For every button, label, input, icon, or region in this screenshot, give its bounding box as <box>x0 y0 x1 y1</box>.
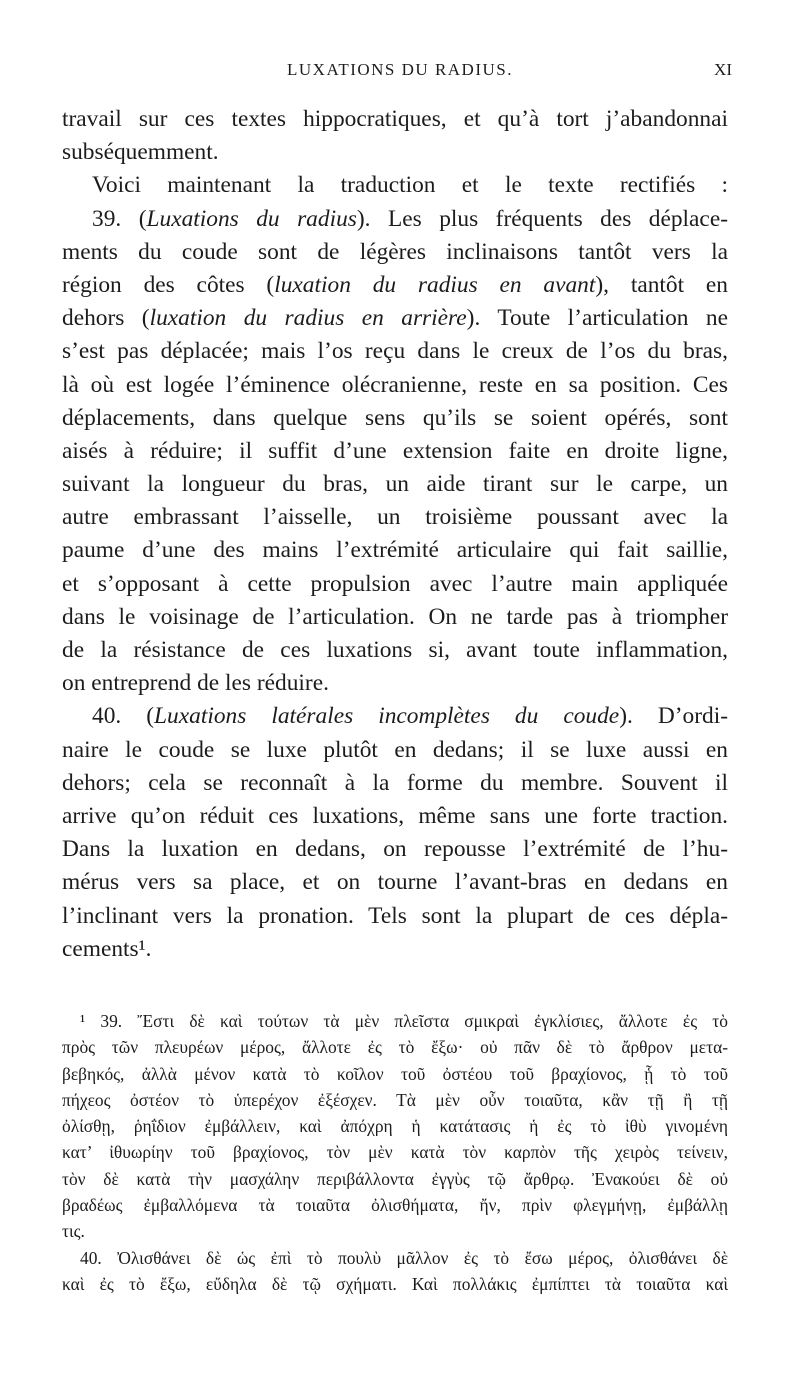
text-line: arrive qu’on réduit ces luxations, même sans une forte traction. <box>62 802 728 829</box>
main-text <box>62 103 728 966</box>
text-line: autre embrassant l’aisselle, un troisième poussant avec la <box>62 504 728 531</box>
text-line: là où est logée l’éminence olécranienne, reste en sa position. Ces <box>62 371 728 398</box>
text-line: travail sur ces textes hippocratiques, et qu’à tort j’abandonnai <box>62 106 728 132</box>
footnote-line: ὀλίσθῃ, ῥηΐδιον ἐμβάλλειν, καὶ ἀπόχρη ἡ κατάτασις ἡ ἐς τὸ ἰθὺ γινομένη <box>62 1116 728 1137</box>
text-line: Voici maintenant la traduction et le texte rectifiés : <box>92 172 728 199</box>
page-number: XI <box>714 60 732 79</box>
running-title: LUXATIONS DU RADIUS. <box>287 60 513 79</box>
text-line: naire le coude se luxe plutôt en dedans; il se luxe aussi en <box>62 736 728 763</box>
italic-phrase: luxation du radius en arrière <box>149 305 467 332</box>
text-line: Dans la luxation en dedans, on repousse l’extrémité de l’hu- <box>62 836 728 863</box>
text-line: dehors (luxation du radius en arrière). Toute l’articulation ne <box>62 305 729 332</box>
footnote-line: καὶ ἐς τὸ ἔξω, εὔδηλα δὲ τῷ σχήματι. Καὶ πολλάκις ἐμπίπτει τὰ τοιαῦτα καὶ <box>62 1273 728 1294</box>
footnote-line: τις. <box>62 1221 85 1242</box>
text-line: 39. (Luxations du radius). Les plus fréquents des déplace- <box>92 205 728 232</box>
text-line: suivant la longueur du bras, un aide tirant sur le carpe, un <box>62 471 728 498</box>
text-line: on entreprend de les réduire. <box>62 670 329 697</box>
italic-phrase: Luxations latérales incomplètes du coude <box>154 703 620 730</box>
footnote-block <box>62 1008 728 1297</box>
text-line: subséquemment. <box>62 139 219 166</box>
italic-phrase: luxation du radius en avant <box>274 271 596 298</box>
text-line: dehors; cela se reconnaît à la forme du membre. Souvent il <box>62 769 728 796</box>
text-line: l’inclinant vers la pronation. Tels sont la plupart de ces dépla- <box>62 902 728 929</box>
text-line: cements¹. <box>62 935 152 962</box>
text-line: mérus vers sa place, et on tourne l’avant-bras en dedans en <box>62 869 728 896</box>
footnote-line: ¹ 39. Ἔστι δὲ καὶ τούτων τὰ μὲν πλεῖστα σμικραὶ ἐγκλίσιες, ἄλλοτε ἐς τὸ <box>80 1011 728 1031</box>
footnote-line: τὸν δὲ κατὰ τὴν μασχάλην περιβάλλοντα ἐγγὺς τῷ ἄρθρῳ. Ἐνακούει δὲ οὐ <box>62 1168 728 1189</box>
text-line: ments du coude sont de légères inclinaisons tantôt vers la <box>62 238 728 265</box>
footnote-line: πήχεος ὀστέον τὸ ὑπερέχον ἐξέσχεν. Τὰ μὲν οὖν τοιαῦτα, κἂν τῇ ἢ τῇ <box>62 1089 728 1110</box>
text-line: et s’opposant à cette propulsion avec l’autre main appliquée <box>62 570 728 597</box>
text-line: déplacements, dans quelque sens qu’ils se soient opérés, sont <box>62 404 728 431</box>
footnote-line: 40. Ὀλισθάνει δὲ ὡς ἐπὶ τὸ πουλὺ μᾶλλον ἐς τὸ ἔσω μέρος, ὀλισθάνει δὲ <box>80 1247 728 1268</box>
text-line: paume d’une des mains l’extrémité articulaire qui fait saillie, <box>62 537 728 564</box>
footnote-line: βεβηκός, ἀλλὰ μένον κατὰ τὸ κοῖλον τοῦ ὀστέου τοῦ βραχίονος, ᾗ τὸ τοῦ <box>62 1063 728 1084</box>
text-line: région des côtes (luxation du radius en avant), tantôt en <box>62 271 728 298</box>
text-line: s’est pas déplacée; mais l’os reçu dans le creux de l’os du bras, <box>62 338 728 365</box>
text-line: aisés à réduire; il suffit d’une extension faite en droite ligne, <box>62 437 728 464</box>
footnote-line: βραδέως ἐμβαλλόμενα τὰ τοιαῦτα ὀλισθήματα, ἤν, πρὶν φλεγμήνῃ, ἐμβάλλῃ <box>62 1195 728 1216</box>
text-line: 40. (Luxations latérales incomplètes du coude). D’ordi- <box>92 703 728 730</box>
footnote-line: πρὸς τῶν πλευρέων μέρος, ἄλλοτε ἐς τὸ ἔξω· οὐ πᾶν δὲ τὸ ἄρθρον μετα- <box>62 1037 728 1058</box>
text-line: de la résistance de ces luxations si, avant toute inflammation, <box>62 637 728 663</box>
footnote-line: κατ’ ἰθυωρίην τοῦ βραχίονος, τὸν μὲν κατὰ τὸν καρπὸν τῆς χειρὸς τείνειν, <box>62 1142 728 1163</box>
text-line: dans le voisinage de l’articulation. On ne tarde pas à triompher <box>62 603 728 630</box>
italic-phrase: Luxations du radius <box>146 205 357 232</box>
running-head <box>0 60 800 90</box>
